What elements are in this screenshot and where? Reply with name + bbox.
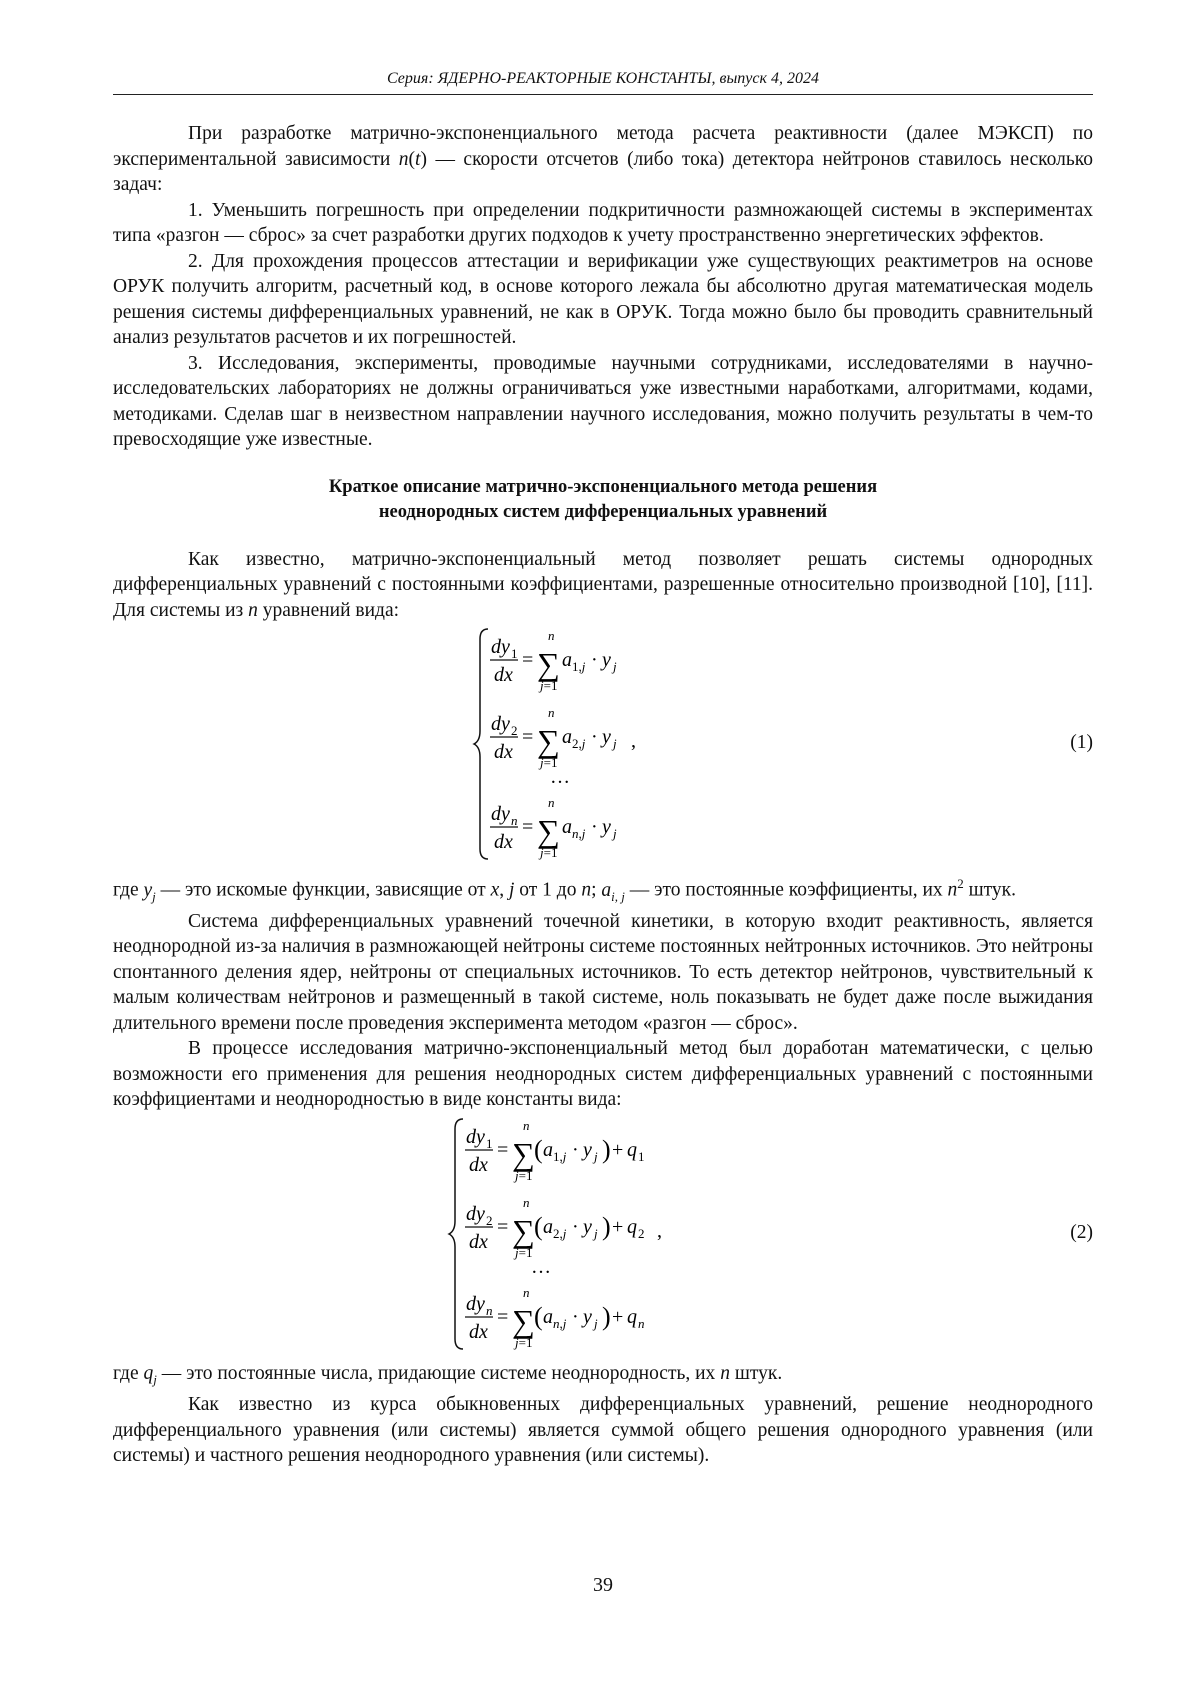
paragraph-point-kinetics: Система дифференциальных уравнений точечной кинетики, в которую входит реактивность, является неоднородной из-за наличия в размножающей нейтроны системе постоянных нейтронных источников. Это нейтроны спонтанного деления ядер, нейтроны от специальных источников. То есть детектор нейтронов, чувствительный к малым количествам нейтронов и размещенный в такой системе, ноль показывать не будет даже после выжидания длительного времени после проведения эксперимента методом «разгон — сброс». <box>113 910 1093 1034</box>
equation-1-number: (1) <box>1070 732 1093 753</box>
svg-text:∑: ∑ <box>537 646 560 682</box>
svg-text:n: n <box>511 813 518 828</box>
svg-text:a: a <box>543 1305 553 1328</box>
equation-2-system <box>113 1113 1093 1355</box>
paragraph-general-solution: Как известно из курса обыкновенных дифференциальных уравнений, решение неоднородного дифференциального уравнения (или системы) является суммой общего решения однородного уравнения (или системы) и частного решения неоднородного уравнения (или системы). <box>113 1394 1093 1467</box>
svg-text:a: a <box>543 1215 553 1238</box>
svg-text:·: · <box>591 649 598 671</box>
svg-text:dx: dx <box>469 1230 488 1253</box>
svg-text:=: = <box>497 1138 509 1161</box>
svg-text:2,j: 2,j <box>572 736 586 751</box>
paragraph-homogeneous: Как известно, матрично-экспоненциальный метод позволяет решать системы однородных дифференциальных уравнений с постоянными коэффициентами, разрешенные относительно производной [10], [11]. Для системы из n уравнений вида: <box>113 548 1093 621</box>
list-item-2: 2. Для прохождения процессов аттестации и верификации уже существующих реактиметров на основе ОРУК получить алгоритм, расчетный код, в основе которого лежала бы абсолютно другая математическая модель решения системы дифференциальных уравнений, не как в ОРУК. Тогда можно было бы проводить сравнительный анализ результатов расчетов и их погрешностей. <box>113 250 1093 348</box>
svg-text:): ) <box>602 1134 611 1164</box>
svg-text:…: … <box>531 1255 551 1278</box>
svg-text:(: ( <box>534 1134 543 1164</box>
svg-text:j=1: j=1 <box>515 1167 533 1183</box>
svg-text:dx: dx <box>494 664 513 686</box>
svg-text:=: = <box>522 816 534 838</box>
svg-text:n,j: n,j <box>572 826 586 841</box>
equation-1 <box>113 623 1093 865</box>
svg-text:∑: ∑ <box>537 813 560 849</box>
svg-text:∑: ∑ <box>512 1212 535 1249</box>
svg-text:): ) <box>602 1211 611 1241</box>
svg-text:∑: ∑ <box>537 723 560 759</box>
svg-text:dx: dx <box>469 1320 488 1343</box>
svg-text:+: + <box>612 1305 624 1328</box>
svg-text:2: 2 <box>638 1225 645 1241</box>
svg-text:j=1: j=1 <box>540 678 558 693</box>
svg-text:,: , <box>631 730 636 752</box>
svg-text:1,j: 1,j <box>572 659 586 674</box>
svg-text:y: y <box>583 1305 592 1328</box>
svg-text:dy: dy <box>491 636 510 658</box>
svg-text:n: n <box>548 628 555 643</box>
svg-text:y: y <box>602 816 611 838</box>
svg-text:y: y <box>583 1138 592 1161</box>
svg-text:a: a <box>543 1138 553 1161</box>
svg-text:2: 2 <box>486 1212 493 1228</box>
intro-paragraph: При разработке матрично-экспоненциального метода расчета реактивности (далее МЭКСП) по экспериментальной зависимости n(t) — скорости отсчетов (либо тока) детектора нейтронов ставилось несколько задач: <box>113 123 1093 195</box>
svg-text:j: j <box>594 1315 598 1331</box>
svg-text:j: j <box>613 826 617 841</box>
svg-text:=: = <box>497 1305 509 1328</box>
list-item-3: 3. Исследования, эксперименты, проводимые научными сотрудниками, исследователями в научно-исследовательских лабораториях не должны ограничиваться уже известными наработками, алгоритмами, кодами, методиками. Сделав шаг в неизвестном направлении научного исследования, можно получить результаты в чем-то превосходящие уже известные. <box>113 352 1093 450</box>
page-body <box>113 121 1093 1469</box>
svg-text:q: q <box>627 1138 637 1161</box>
svg-text:n: n <box>523 1117 530 1133</box>
svg-text:dx: dx <box>469 1153 488 1176</box>
svg-text:·: · <box>572 1138 579 1161</box>
running-header: Серия: ЯДЕРНО-РЕАКТОРНЫЕ КОНСТАНТЫ, выпуск 4, 2024 <box>387 70 819 87</box>
svg-text:·: · <box>591 816 598 838</box>
svg-text:j=1: j=1 <box>515 1334 533 1350</box>
equation-2 <box>113 1113 1093 1355</box>
svg-text:j: j <box>613 736 617 751</box>
section-title: Краткое описание матрично-экспоненциального метода решения неоднородных систем дифференциальных уравнений <box>328 476 878 522</box>
svg-text:1: 1 <box>638 1148 645 1164</box>
svg-text:n: n <box>548 705 555 720</box>
svg-text:=: = <box>522 726 534 748</box>
svg-text:n: n <box>486 1302 493 1318</box>
svg-text:dy: dy <box>466 1202 485 1225</box>
svg-text:2,j: 2,j <box>553 1225 567 1241</box>
equation-1-system <box>113 623 1093 865</box>
svg-text:·: · <box>572 1305 579 1328</box>
header-rule <box>113 94 1093 95</box>
svg-text:): ) <box>602 1301 611 1331</box>
svg-text:(: ( <box>534 1301 543 1331</box>
svg-text:j: j <box>594 1225 598 1241</box>
paragraph-method-extension: В процессе исследования матрично-экспоненциальный метод был доработан математически, с целью возможности его применения для решения неоднородных систем дифференциальных уравнений с постоянными коэффициентами и неоднородностью в виде константы вида: <box>113 1038 1093 1111</box>
svg-text:n: n <box>523 1284 530 1300</box>
svg-text:+: + <box>612 1138 624 1161</box>
svg-text:j=1: j=1 <box>540 755 558 770</box>
svg-text:j=1: j=1 <box>540 845 558 860</box>
svg-text:dx: dx <box>494 831 513 853</box>
svg-text:∑: ∑ <box>512 1302 535 1339</box>
svg-text:n: n <box>523 1194 530 1210</box>
svg-text:j: j <box>613 659 617 674</box>
svg-text:1: 1 <box>511 646 518 661</box>
svg-text:+: + <box>612 1215 624 1238</box>
svg-text:(: ( <box>534 1211 543 1241</box>
svg-text:dy: dy <box>466 1292 485 1315</box>
svg-text:q: q <box>627 1215 637 1238</box>
svg-text:dy: dy <box>491 803 510 825</box>
svg-text:dx: dx <box>494 741 513 763</box>
page-number: 39 <box>593 1574 613 1596</box>
equation-1-explanation: где $y_j$ — это искомые функции, зависящие от x, j от 1 до n; $a_{i, j}$ — это постоянные коэффициенты, их $n^2$ штук. <box>113 876 1017 904</box>
svg-text:∑: ∑ <box>512 1135 535 1172</box>
svg-text:2: 2 <box>511 723 518 738</box>
svg-text:=: = <box>522 649 534 671</box>
svg-text:…: … <box>550 766 570 788</box>
svg-text:n: n <box>638 1315 645 1331</box>
svg-text:1,j: 1,j <box>553 1148 567 1164</box>
svg-text:n,j: n,j <box>553 1315 567 1331</box>
equation-2-number: (2) <box>1070 1221 1093 1243</box>
svg-text:a: a <box>562 649 572 671</box>
svg-text:n: n <box>548 795 555 810</box>
svg-text:1: 1 <box>486 1135 493 1151</box>
svg-text:q: q <box>627 1305 637 1328</box>
list-item-1: 1. Уменьшить погрешность при определении подкритичности размножающей системы в экспериментах типа «разгон — сброс» за счет разработки других подходов к учету пространственно энергетических эффектов. <box>113 199 1093 246</box>
svg-text:j=1: j=1 <box>515 1244 533 1260</box>
svg-text:a: a <box>562 726 572 748</box>
svg-text:y: y <box>602 726 611 748</box>
svg-text:·: · <box>591 726 598 748</box>
svg-text:dy: dy <box>491 713 510 735</box>
svg-text:=: = <box>497 1215 509 1238</box>
svg-text:y: y <box>602 649 611 671</box>
svg-text:dy: dy <box>466 1125 485 1148</box>
svg-text:j: j <box>594 1148 598 1164</box>
svg-text:,: , <box>657 1219 662 1242</box>
svg-text:·: · <box>572 1215 579 1238</box>
equation-2-explanation: где $q_j$ — это постоянные числа, придающие системе неоднородность, их n штук. <box>113 1362 783 1387</box>
svg-text:y: y <box>583 1215 592 1238</box>
svg-text:a: a <box>562 816 572 838</box>
